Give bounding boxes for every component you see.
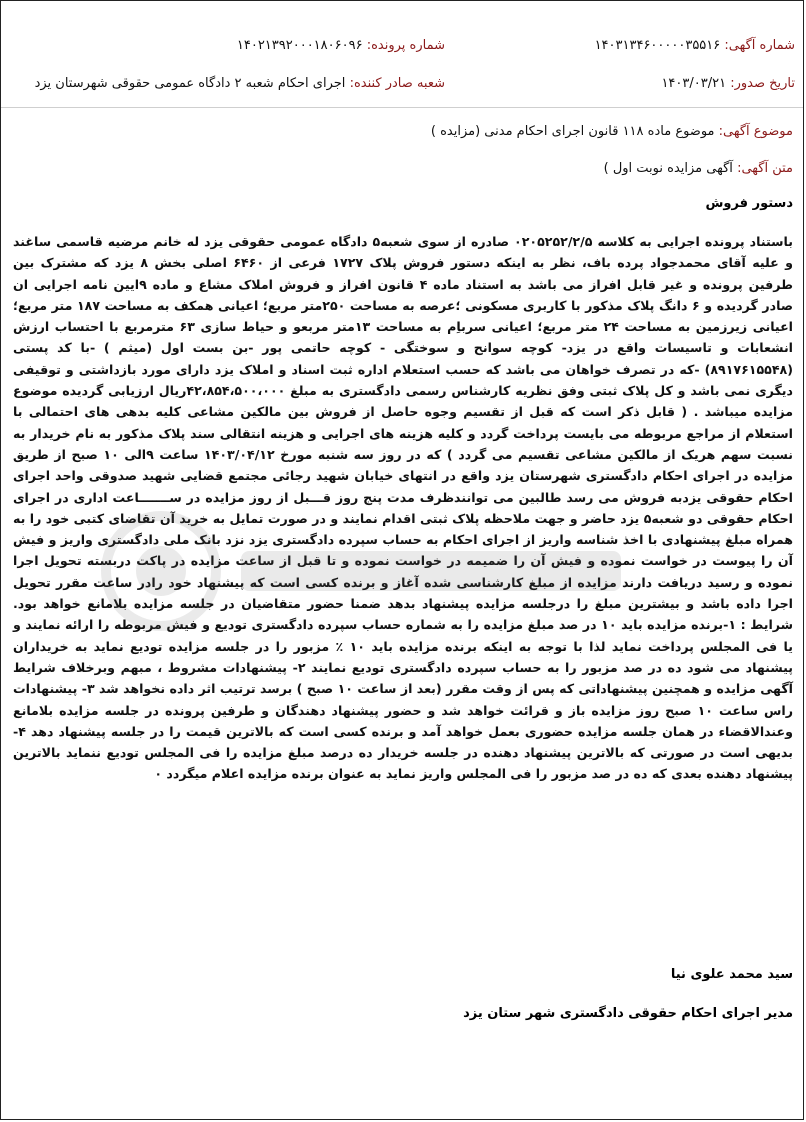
issue-date-label: تاریخ صدور: xyxy=(730,76,795,91)
ad-text-field xyxy=(604,159,793,179)
ad-text-value: آگهی مزایده نوبت اول ) xyxy=(603,161,733,176)
header-row-numbers xyxy=(1,35,804,57)
ad-number xyxy=(595,35,795,57)
issue-date-value: ۱۴۰۳/۰۳/۲۱ xyxy=(661,76,727,91)
header-row-date-branch xyxy=(1,73,804,95)
case-number xyxy=(237,35,445,57)
subject-label: موضوع آگهی: xyxy=(718,124,793,139)
announcement-body: باستناد پرونده اجرایی به کلاسه ۰۲۰۵۲۵۲/۲/۵ صادره از سوی شعبه۵ دادگاه عمومی حقوقی یزد له خانم مرضیه قاسمی ساغند و علیه آقای محمدجواد پرده باف، نظر به اینکه دستور فروش پلاک ۱۷۲۷ فرعی از ۶۴۶۰ اصلی بخش ۸ یزد که مشترک بین طرفین پرونده و غیر قابل افراز می باشد به استناد ماده ۴ قانون افراز و فروش املاک مشاع و ماده ۹ایین نامه اجرایی ان صادر گردیده و ۶ دانگ پلاک مذکور با کاربری مسکونی ؛عرصه به مساحت ۲۵۰متر مربع؛ اعیانی همکف به مساحت ۱۸۷ متر مربع؛ اعیانی زیرزمین به مساحت ۲۴ متر مربع؛ اعیانی سرباِم به مساحت ۱۳متر مربعو و حیاط سازی ۶۳ مترمربع با احتساب ارزش انشعابات و تاسیسات واقع در یزد- کوچه سوانح و سوختگی - کوچه حاتمی پور -بن بست اول (میثم ) -با کد پستی (۸۹۱۷۶۱۵۵۴۸) -که در تصرف خواهان می باشد که حسب استعلام اداره ثبت اسناد و املاک یزد دارای مورد بازداشتی و توقیفی دیگری نمی باشد و کل پلاک ثبتی وفق نظریه کارشناس رسمی دادگستری به مبلغ ۴۲،۸۵۴،۵۰۰،۰۰۰ریال ارزیابی گردیده موضوع مزایده میباشد . ( قابل ذکر است که قبل از تقسیم وجوه حاصل از فروش بین مالکین مشاعی کلیه بدهی های احتمالی با استعلام از مراجع مربوطه می بایست پرداخت گردد و کلیه هزینه های اجرایی و هزینه انتقالی سند پلاک مذکور به نام خریدار به نسبت سهم هریک از مالکین مشاعی تقسیم می گردد ) که در روز سه شنبه مورخ ۱۴۰۳/۰۴/۱۲ ساعت ۹الی ۱۰ صبح از طریق مزایده در اجرای احکام دادگستری شهرستان یزد واقع در انتهای خیابان شهید رجائی مجتمع قضایی شهید صدوقی واحد اجرای احکام حقوقی یزدبه فروش می رسد طالبین می توانندظرف مدت پنج روز قـــبل از روز مزایده در ســـــــاعت اداری در اجرای احکام حقوقی دو شعبه۵ یزد حاضر و جهت ملاحظه پلاک ثبتی اقدام نمایند و در صورت تمایل به خرید آن تقاضای کتبی خود را به همراه مبلغ پیشنهادی با اخذ شناسه واریز از اجرای احکام به حساب سپرده دادگستری یزد نزد بانک ملی دادگستری واریز و فیش آن را پیوست در خواست نموده و فیش آن را ضمیمه در خواست نموده و تا قبل از ساعت مزایده در پاکت دربسته تحویل اجرا نموده و رسید دریافت دارند مزایده از مبلغ کارشناسی شده آغاز و برنده کسی است که پیشنهاد خود رادر ساعت مقرر تحویل اجرا داده باشد و بیشترین مبلغ را درجلسه مزایده پیشنهاد بدهد ضمنا حضور متقاضیان در جلسه مزایده بلامانع خواهد بود. شرایط : ۱-برنده مزایده باید ۱۰ در صد مبلغ مزایده را به شماره حساب سپرده دادگستری تودیع و فیش مربوطه را ارائه نمایند و یا فی المجلس پرداخت نماید لذا با توجه به اینکه برنده مزایده باید ۱۰ ٪ مزبور را در جلسه مزایده تودیع نماید به خریداران پیشنهاد می شود ده در صد مزبور را به حساب سپرده دادگستری تودیع نمایند ۲- پیشنهادات مشروط ، مبهم وبرخلاف شرایط آگهی مزایده و همچنین پیشنهاداتی که پس از وقت مقرر (بعد از ساعت ۱۰ صبح ) برسد ترتیب اثر داده نخواهد شد ۳- پیشنهادات راس ساعت ۱۰ صبح روز مزایده باز و قرائت خواهد شد و حضور پیشنهاد دهندگان و طرفین پرونده در جلسه مزایده بلامانع وعندالاقضاء در همان جلسه مزایده حضوری بعمل خواهد آمد و برنده کسی است که بالاترین قیمت را در جلسه پیشنهاد دهد ۴- بدیهی است در صورتی که بالاترین پیشنهاد دهنده در جلسه خریدار ده درصد مبلغ مزایده را فی المجلس تودیع ننماید بالاترین پیشنهاد دهنده بعدی که ده در صد مزبور را فی المجلس واریز نماید به عنوان برنده مزایده اعلام میگردد ۰ xyxy=(13,234,794,782)
signature-title: مدیر اجرای احکام حقوقی دادگستری شهر ستان یزد xyxy=(463,1006,793,1021)
issuing-branch-label: شعبه صادر کننده: xyxy=(349,76,445,91)
ad-number-label: شماره آگهی: xyxy=(724,38,795,53)
signature-name: سید محمد علوی نیا xyxy=(670,967,793,982)
section-title: دستور فروش xyxy=(705,196,793,211)
ad-text-label: متن آگهی: xyxy=(737,161,793,176)
ad-number-value: ۱۴۰۳۱۳۴۶۰۰۰۰۰۳۵۵۱۶ xyxy=(594,38,721,53)
subject-field xyxy=(431,122,793,142)
issuing-branch-value: اجرای احکام شعبه ۲ دادگاه عمومی حقوقی شهرستان یزد xyxy=(34,76,346,91)
issue-date xyxy=(661,73,795,95)
issuing-branch xyxy=(35,73,445,95)
subject-value: موضوع ماده ۱۱۸ قانون اجرای احکام مدنی (مزایده ) xyxy=(430,124,715,139)
case-number-value: ۱۴۰۲۱۳۹۲۰۰۰۱۸۰۶۰۹۶ xyxy=(236,38,363,53)
case-number-label: شماره پرونده: xyxy=(366,38,445,53)
header-divider xyxy=(1,107,804,108)
